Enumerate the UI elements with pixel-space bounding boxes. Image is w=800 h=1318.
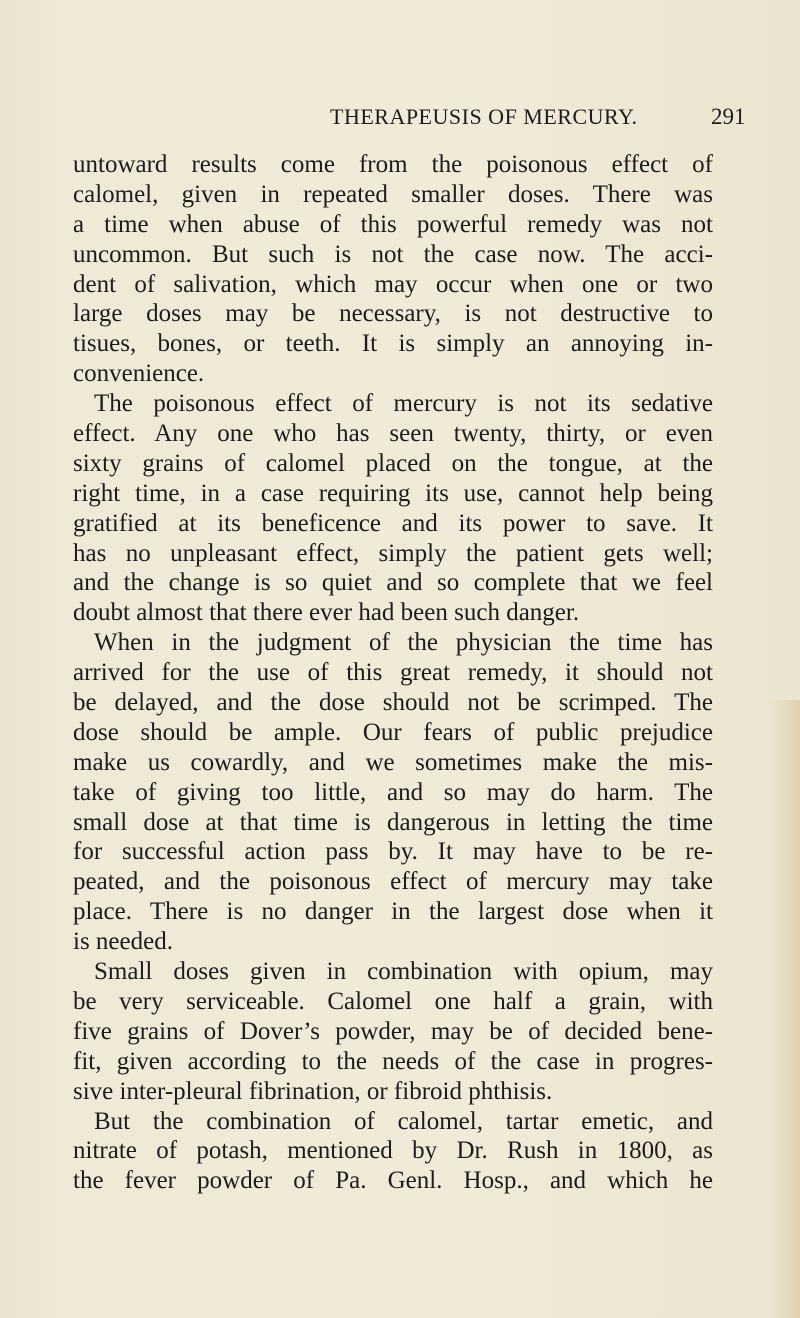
text-line: peated, and the poisonous effect of mercury may take [73,868,713,896]
text-line: fit, given according to the needs of the case in progres- [73,1047,713,1075]
text-line: sixty grains of calomel placed on the tongue, at the [73,449,713,477]
text-line: effect. Any one who has seen twenty, thirty, or even [73,420,713,448]
text-line: and the change is so quiet and so complete that we feel [73,569,713,597]
text-line: take of giving too little, and so may do harm. The [73,778,713,806]
text-line: The poisonous effect of mercury is not its sedative [94,390,713,418]
page-number: 291 [711,104,746,129]
running-title: THERAPEUSIS OF MERCURY. [330,104,638,129]
text-line: calomel, given in repeated smaller doses. There was [73,180,713,208]
text-line: right time, in a case requiring its use, cannot help being [73,479,713,507]
body-text [73,150,713,1196]
text-line: gratified at its beneficence and its power to save. It [73,509,713,537]
text-line: uncommon. But such is not the case now. The acci- [73,240,713,268]
paragraph [73,957,713,1106]
text-line: sive inter-pleural fibrination, or fibroid phthisis. [73,1077,553,1105]
text-line: When in the judgment of the physician the time has [94,629,713,657]
paragraph [73,1107,713,1197]
text-line: is needed. [73,928,173,956]
text-line: arrived for the use of this great remedy, it should not [73,659,713,687]
text-line: dose should be ample. Our fears of public prejudice [73,718,713,746]
text-line: untoward results come from the poisonous effect of [73,151,713,178]
text-line: be delayed, and the dose should not be scrimped. The [73,689,713,717]
paragraph [73,389,713,628]
text-line: But the combination of calomel, tartar emetic, and [94,1107,713,1135]
text-line: Small doses given in combination with opium, may [94,958,713,986]
text-line: small dose at that time is dangerous in letting the time [73,808,713,836]
text-line: nitrate of potash, mentioned by Dr. Rush in 1800, as [73,1137,713,1165]
text-line: dent of salivation, which may occur when one or two [73,270,713,298]
text-line: be very serviceable. Calomel one half a grain, with [73,987,713,1015]
text-line: has no unpleasant effect, simply the patient gets well; [73,539,713,567]
paragraph [73,628,713,957]
text-line: a time when abuse of this powerful remedy was not [73,210,713,238]
text-line: tisues, bones, or teeth. It is simply an annoying in- [73,330,713,358]
text-line: doubt almost that there ever had been such danger. [73,599,580,627]
text-line: convenience. [73,360,205,388]
page-edge-shading [770,700,800,1318]
text-line: the fever powder of Pa. Genl. Hosp., and which he [73,1167,713,1195]
paragraph [73,150,713,389]
text-line: large doses may be necessary, is not destructive to [73,300,713,328]
page-header [0,104,800,134]
text-line: place. There is no danger in the largest dose when it [73,898,713,926]
text-line: for successful action pass by. It may have to be re- [73,838,713,866]
text-line: make us cowardly, and we sometimes make the mis- [73,748,713,776]
text-line: five grains of Dover’s powder, may be of decided bene- [73,1017,713,1045]
